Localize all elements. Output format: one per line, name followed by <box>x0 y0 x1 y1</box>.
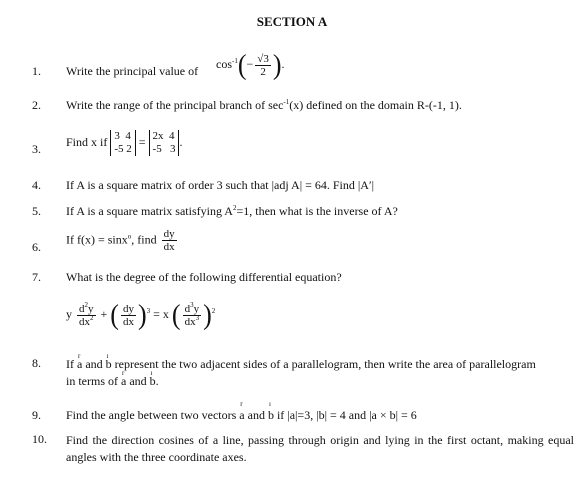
question-text: If f(x) = sinx$^o$, find $\frac{dy}{dx}$ <box>66 228 175 253</box>
determinant-right: 2x 4 -5 3 <box>149 130 180 156</box>
question-number: 1. <box>32 64 41 78</box>
question-text: Find the angle between two vectors r a and ı b if |a|=3, |b| = 4 and |a × b| = 6 <box>66 408 417 423</box>
question-6 <box>0 228 584 262</box>
question-text: Write the range of the principal branch of $\sec^{-1}(x)$ defined on the domain R-(-1, 1). <box>66 98 462 112</box>
question-number: 5. <box>32 204 41 218</box>
question-number: 8. <box>32 356 41 370</box>
question-number: 4. <box>32 178 41 192</box>
question-text: If r a and ı b represent the two adjacent sides of a parallelogram, then write the area of parallelogram in terms of r a and ı b. <box>66 356 574 390</box>
question-number: 2. <box>32 98 41 112</box>
question-text: Write the principal value of $\cos^{-1}(-$ $\frac{√3}{2}$ ). <box>66 48 285 81</box>
question-number: 10. <box>32 432 47 446</box>
determinant-left: 3 4 -5 2 <box>110 130 135 156</box>
question-text: Find the direction cosines of a line, passing through origin and lying in the first octant, making equal angles with the three coordinate axes. <box>66 433 574 464</box>
differential-equation: y $\frac{d^2y}{dx^2}$ + ( $\frac{dy}{dx}$ )$^3$ = x ( $\frac{d^3y}{dx^3}$ )$^2$ <box>66 298 216 331</box>
math-expression: $\cos^{-1}(-$ $\frac{√3}{2}$ ). <box>216 48 285 81</box>
section-title: SECTION A <box>256 14 328 29</box>
question-number: 6. <box>32 240 41 254</box>
question-number: 3. <box>32 142 41 156</box>
question-number: 7. <box>32 270 41 284</box>
question-1 <box>0 48 584 86</box>
question-3 <box>0 130 584 164</box>
question-number: 9. <box>32 408 41 422</box>
question-text: Find x if 3 4 -5 2 = 2x 4 -5 3 . <box>66 130 183 155</box>
question-text: What is the degree of the following differential equation? <box>66 270 342 284</box>
question-text: If A is a square matrix of order 3 such that |adj A| = 64. Find |A′| <box>66 178 374 192</box>
question-text: If A is a square matrix satisfying $A^2=1$, then what is the inverse of A? <box>66 204 398 218</box>
